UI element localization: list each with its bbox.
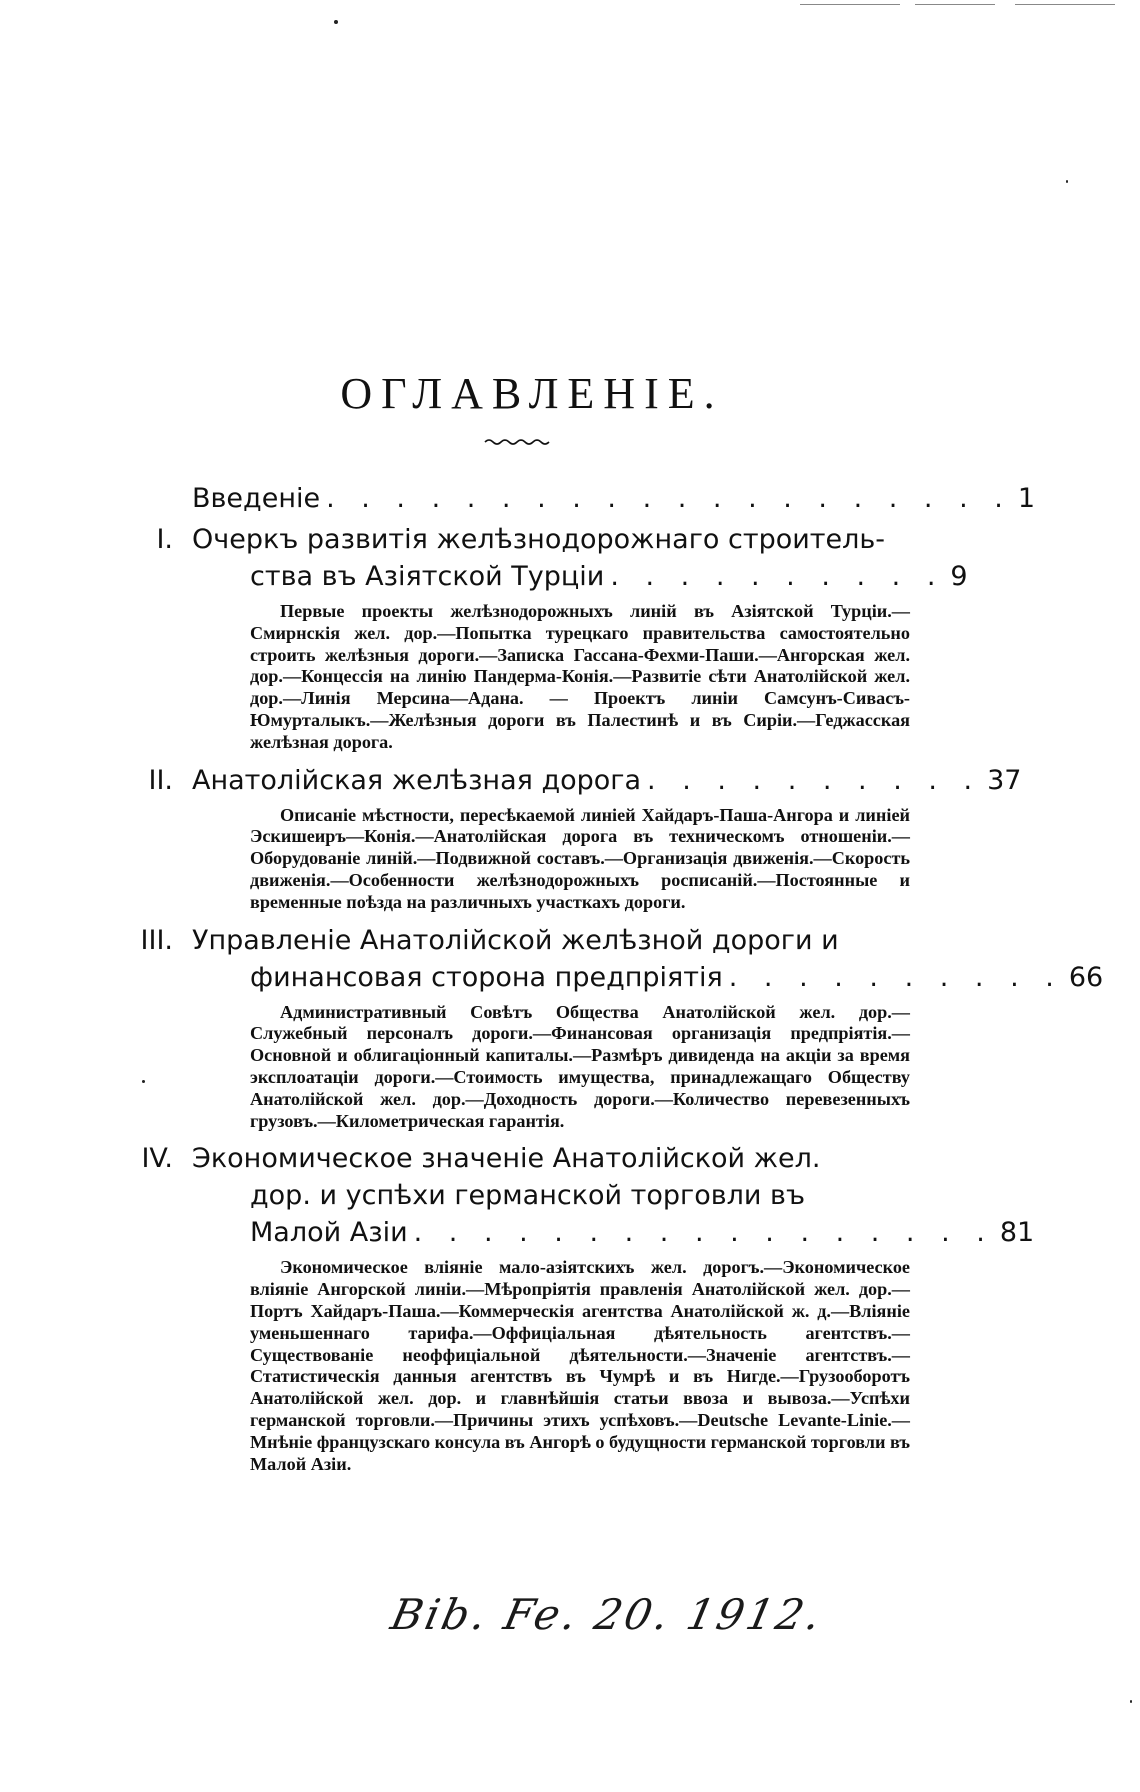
chapter-summary: Экономическое вліяніе мало-азіятскихъ жел. дорогъ.—Экономическое вліяніе Ангорской линіи.—Мѣропріятія правленія Анатолійской жел. дор.—Портъ Хайдаръ-Паша.—Коммерческія агентства Анатолійской ж. д.—Вліяніе уменьшеннаго тарифа.—Оффиціальная дѣятельность агентствъ.—Существованіе неоффиціальной дѣятельности.—Значеніе агентствъ.—Статистическія данныя агентствъ въ Чумрѣ и въ Нигде.—Грузооборотъ Анатолійской жел. дор. и главнѣйшія статьи ввоза и вывоза.—Успѣхи германской торговли.—Причины этихъ успѣховъ.—Deutsche Levante-Linie.—Мнѣніе французскаго консула въ Ангорѣ о будущности германской торговли въ Малой Азіи. [250,1257,910,1474]
handwritten-library-mark: Bib. Fe. 20. 1912. [386,1590,828,1639]
toc-heading-text: Введеніе [192,483,321,514]
toc-page-number: 1 [1017,483,1035,514]
table-of-contents [130,480,1104,1475]
scan-speck [1130,1700,1132,1703]
scan-speck [334,20,338,24]
toc-heading [130,922,1104,996]
scan-speck [1066,180,1068,183]
leader-dots: . . . . . . . . . . [647,764,982,796]
chapter-numeral: IV. [141,1143,173,1175]
toc-page-number: 37 [987,764,1022,796]
chapter-summary: Первые проекты желѣзнодорожныхъ линій въ Азіятской Турціи.—Смирнскія жел. дор.—Попытка турецкаго правительства самостоятельно строить желѣзныя дороги.—Записка Гассана-Фехми-Паши.—Ангорская жел. дор.—Концессія на линію Пандерма-Конія.—Развитіе сѣти Анатолійской жел. дор.—Линія Мерсина—Адана. — Проектъ линіи Самсунъ-Сивасъ-Юмурталыкъ.—Желѣзныя дороги въ Палестинѣ и въ Сиріи.—Геджасская желѣзная дорога. [250,601,910,752]
toc-heading-line: финансовая сторона предпріятія [250,961,723,993]
scan-edge-line [915,4,995,5]
title-ornament [484,438,554,448]
toc-entry-introduction[interactable] [130,480,1035,517]
leader-dots: . . . . . . . . . . [728,961,1063,993]
toc-heading [130,1140,1035,1251]
leader-dots: . . . . . . . . . . . . . . . . . . . . [326,483,1012,514]
toc-heading [130,521,968,595]
toc-page-number: 66 [1068,961,1104,993]
toc-heading-line: Малой Азіи [250,1217,408,1249]
toc-page-number: 81 [999,1217,1035,1249]
leader-dots: . . . . . . . . . . . . . . . . . [413,1217,994,1249]
toc-page-number: 9 [950,561,968,592]
leader-dots: . . . . . . . . . . [610,561,945,592]
toc-entry-chapter-3[interactable] [130,922,1104,1133]
chapter-numeral: II. [148,764,173,796]
scan-edge-line [1015,4,1115,5]
chapter-numeral: I. [156,524,173,555]
scan-edge-line [800,4,900,5]
toc-entry-chapter-2[interactable] [130,762,1022,914]
toc-entry-chapter-1[interactable] [130,521,968,754]
toc-heading [130,762,1022,799]
toc-heading [130,480,1035,517]
chapter-summary: Описаніе мѣстности, пересѣкаемой линіей Хайдаръ-Паша-Ангора и линіей Эскишеиръ—Конія.—Анатолійская дорога въ техническомъ отношеніи.—Оборудованіе линій.—Подвижной составъ.—Организація движенія.—Скорость движенія.—Особенности желѣзнодорожныхъ росписаній.—Постоянные и временные поѣзда на различныхъ участкахъ дороги. [250,804,910,912]
chapter-summary: Административный Совѣтъ Общества Анатолійской жел. дор.—Служебный персоналъ дороги.—Финансовая организація предпріятія.—Основной и облигаціонный капиталы.—Размѣръ дивиденда на акціи за время эксплоатаціи дороги.—Стоимость имущества, принадлежащаго Обществу Анатолійской жел. дор.—Доходность дороги.—Количество перевезенныхъ грузовъ.—Километрическая гарантія. [250,1001,910,1131]
toc-heading-line: Экономическое значеніе Анатолійской жел. [192,1143,821,1175]
chapter-numeral: III. [140,924,173,956]
toc-entry-chapter-4[interactable] [130,1140,1035,1475]
toc-heading-line: дор. и успѣхи германской торговли въ [250,1180,806,1212]
toc-heading-line: ства въ Азіятской Турціи [250,561,605,592]
toc-heading-line: Анатолійская желѣзная дорога [192,764,642,796]
page-title: ОГЛАВЛЕНІЕ. [340,369,724,418]
toc-heading-line: Очеркъ развитія желѣзнодорожнаго строитель- [192,524,886,555]
toc-heading-line: Управленіе Анатолійской желѣзной дороги и [192,924,839,956]
